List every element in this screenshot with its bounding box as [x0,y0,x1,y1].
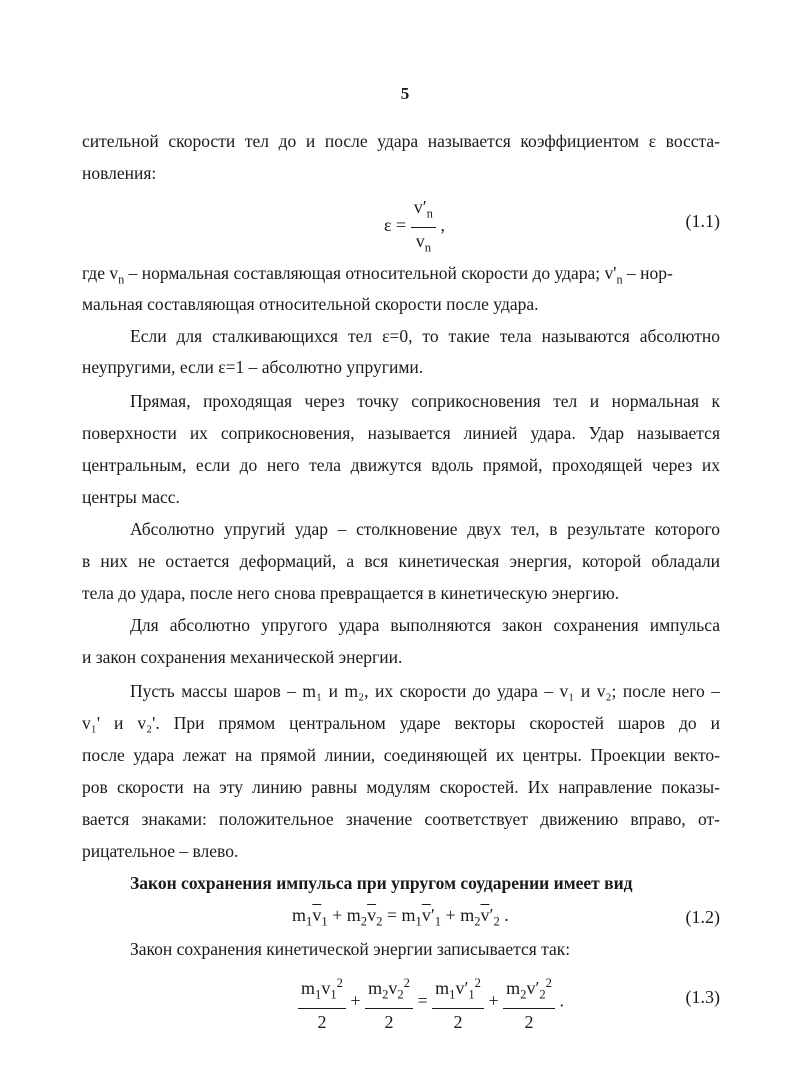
text-line: и закон сохранения механической энергии. [82,647,403,667]
text-line: Абсолютно упругий удар – столкновение двух тел, в результате которого [130,519,720,539]
text-line: ров скорости на эту линию равны модулям скоростей. Их направление показы- [82,777,720,797]
text-line: в них не остается деформаций, а вся кинетическая энергия, которой обладали [82,551,720,571]
text-line: Закон сохранения импульса при упругом соударении имеет вид [130,873,633,893]
text-line: Пусть массы шаров – m₁ и m₂, их скорости до удара – v₁ и v₂; после него – [130,681,720,701]
text-line: вается знаками: положительное значение соответствует движению вправо, от- [82,809,720,829]
text-line: центральным, если до него тела движутся вдоль прямой, проходящей через их [82,455,720,475]
text-line: рицательное – влево. [82,841,239,861]
equation-number: (1.1) [685,211,720,231]
equation-1-1: ε = $\frac{v'_n}{v_n}$ , [384,197,445,255]
text-line: v₁' и v₂'. При прямом центральном ударе векторы скоростей шаров до и [82,713,720,733]
page-number: 5 [400,84,410,103]
text-line: Для абсолютно упругого удара выполняются закон сохранения импульса [130,615,720,635]
equation-1-3: $\frac{m_1v_1^2}{2}$ + $\frac{m_2v_2^2}{2}$ = $\frac{m_1v'_1^2}{2}$ + $\frac{m_2v'_2^2}{2}$ . [298,972,564,1033]
text-line: сительной скорости тел до и после удара называется коэффициентом ε восста- [82,131,720,151]
text-line: где $v_n$ – нормальная составляющая относительной скорости до удара; $v'_n - нор-$ [82,263,673,287]
equation-number: (1.2) [685,907,720,927]
text-line: Закон сохранения кинетической энергии записывается так: [130,939,571,959]
equation-1-2: $m_1\overline{v}_1 + m_2\overline{v}_2 = m_1\overline{v}'_1 + m_2\overline{v}'_2$ . [292,905,509,929]
text-line: неупругими, если ε=1 – абсолютно упругими. [82,357,424,377]
equation-number: (1.3) [685,987,720,1007]
text-line: тела до удара, после него снова превращается в кинетическую энергию. [82,583,620,603]
text-line: Если для сталкивающихся тел ε=0, то такие тела называются абсолютно [130,326,720,346]
text-line: центры масс. [82,487,180,507]
text-line: новления: [82,163,157,183]
text-line: Прямая, проходящая через точку соприкосновения тел и нормальная к [130,391,720,411]
text-line: мальная составляющая относительной скорости после удара. [82,294,539,314]
text-line: после удара лежат на прямой линии, соединяющей их центры. Проекции векто- [82,745,720,765]
text-line: поверхности их соприкосновения, называется линией удара. Удар называется [82,423,720,443]
